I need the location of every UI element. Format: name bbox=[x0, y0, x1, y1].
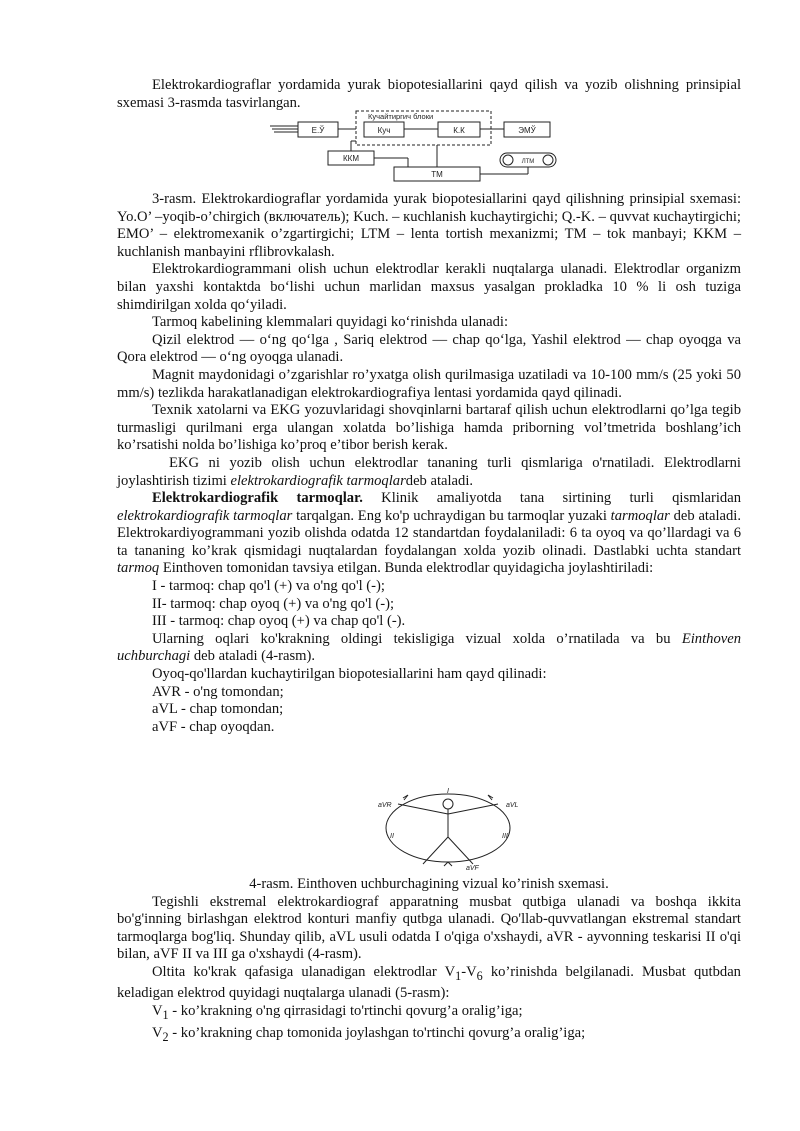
augmented-lead-item: aVL - chap tomondan; bbox=[152, 701, 284, 718]
lead-item: II- tarmoq: chap oyoq (+) va o'ng qo'l (-); bbox=[152, 595, 395, 612]
paragraph-leads: Elektrokardiografik tarmoqlar. Klinik amaliyotda tana sirtining turli qismlaridan elektrokardiografik tarmoqlar tarqalgan. Eng ko'p uchraydigan bu tarmoqlar yuzaki tarmoqlar deb ataladi. Elektrokardiyogrammani yozib olishda odatda 12 standartdan foydalaniladi: 6 ta oyoq va qo’llardagi va 6 ta tananing ko’krak qismidagi nuqtalardan foydalangan xolda yozib olinadi. Dastlabki uchta standart tarmoq Einthoven tomonidan tavsiya etilgan. Bunda elektrodlar quyidagicha joylashtiriladi: bbox=[117, 490, 741, 577]
lead-iii-label: III bbox=[502, 833, 508, 840]
kkm-label: ККМ bbox=[343, 154, 359, 163]
paragraph-extremal: Tegishli ekstremal elektrokardiograf apparatning musbat qutbiga ulanadi va boshqa ikkita bo'g'inning birlashgan elektrod konturi manfiy qutbga ulanadi. Qo'llab-quvvatlangan ekstremal standart tarmoqlarga bog'liq. Shunday qilib, aVL usuli odatda I o'qiga o'xshaydi, aVR - ayvonning teskarisi II o'qi bilan, aVF II va III ga o'xshaydi (4-rasm). bbox=[117, 893, 741, 963]
figure-4-einthoven-diagram bbox=[368, 782, 528, 872]
switch-label: Е.Ў bbox=[311, 126, 325, 135]
lead-i-label: I bbox=[447, 788, 449, 795]
chest-lead-item: $V_2$ - ko’krakning chap tomonida joylashgan to'rtinchi qovurg’a oralig’iga; bbox=[152, 1024, 586, 1044]
paragraph-chest-electrodes: Oltita ko'krak qafasiga ulanadigan elektrodlar $V_1-V_6$ ko’rinishda belgilanadi. Musbat qutbdan keladigan elektrod quyidagi nuqtalarga ulanadi (5-rasm): bbox=[117, 963, 741, 1002]
paragraph-ekg-placement: EKG ni yozib olish uchun elektrodlar tananing turli qismlariga o'rnatiladi. Elektrodlarni joylashtirish tizimi elektrokardiografik tarmoqlardeb ataladi. bbox=[117, 454, 741, 489]
avl-label: aVL bbox=[506, 802, 519, 809]
figure-4-caption: 4-rasm. Einthoven uchburchagining vizual ko’rinish sxemasi. bbox=[249, 876, 609, 892]
augmented-lead-item: aVF - chap oyoqdan. bbox=[152, 718, 275, 735]
paragraph-cable: Tarmoq kabelining klemmalari quyidagi ko‘rinishda ulanadi: bbox=[152, 314, 509, 331]
tm-label: ТМ bbox=[431, 170, 443, 179]
figure-3-caption: 3-rasm. Elektrokardiograflar yordamida yurak biopotesiallarini qayd qilishning prinsipial sxemasi: Yo.O’ –yoqib-o’chirgich (включатель); Kuch. – кuchlanish kuchaytirgichi; Q.-K. – quvvat кuchaytirgichi; EMO’ – elektromexanik o’zgartirgichi; LTM – lenta tortish mexanizmi; TM – tok manbayi; KKM – kuchlanish manbayini rflibrovkalash. bbox=[117, 191, 741, 260]
kk-label: К.К bbox=[453, 126, 465, 135]
paragraph-technical: Texnik xatolarni va EKG yozuvlaridagi shovqinlarni bartaraf qilish uchun elektrodlarni qo’lga tegib turmasligi qurilmani erga ulangan xolatda bo’lishiga hamda priborning vol’tmetrida boshlang’ich ko’rsatishi nolda bo’lishiga ko’proq e’tibor berish kerak. bbox=[117, 402, 741, 454]
emo-label: ЭМЎ bbox=[518, 126, 536, 135]
paragraph-colors: Qizil elektrod — o‘ng qo‘lga , Sariq elektrod — chap qo‘lga, Yashil elektrod — chap oyoqga va Qora elektrod — o‘ng oyoqga ulanadi. bbox=[117, 331, 741, 366]
lead-ii-label: II bbox=[390, 833, 394, 840]
avf-label: aVF bbox=[466, 865, 479, 872]
augmented-lead-item: AVR - o'ng tomondan; bbox=[152, 683, 284, 700]
person-head-icon bbox=[443, 799, 453, 809]
avr-label: aVR bbox=[378, 802, 392, 809]
amplifier-block-title: Кучайтиргич блоки bbox=[368, 112, 434, 121]
paragraph-augmented: Oyoq-qo'llardan kuchaytirilgan biopotesiallarini ham qayd qilinadi: bbox=[152, 666, 547, 683]
lead-item: III - tarmoq: chap oyoq (+) va chap qo'l (-). bbox=[152, 613, 406, 630]
figure-3-block-diagram bbox=[268, 109, 568, 183]
paragraph-intro: Elektrokardiograflar yordamida yurak biopotesiallarini qayd qilish va yozib olishning prinsipial sxemasi 3-rasmda tasvirlangan. bbox=[117, 77, 741, 111]
lead-item: I - tarmoq: chap qo'l (+) va o'ng qo'l (-); bbox=[152, 578, 385, 595]
paragraph-einthoven: Ularning oqlari ko'krakning oldingi tekisligiga vizual xolda o’rnatilada va bu Einthoven uchburchagi deb ataladi (4-rasm). bbox=[117, 630, 741, 665]
paragraph-electrodes: Elektrokardiogrammani olish uchun elektrodlar kerakli nuqtalarga ulanadi. Elektrodlar organizm bilan yaxshi kontaktda bo‘lishi uchun marlidan maxsus yasalgan prokladka 10 % li osh tuziga shimdirilgan xolda qo‘yiladi. bbox=[117, 261, 741, 313]
kuch-label: Куч bbox=[377, 126, 391, 135]
paragraph-magnetic: Magnit maydonidagi o’zgarishlar ro’yxatga olish qurilmasiga uzatiladi va 10-100 mm/s (25 yoki 50 mm/s) tezlikda harakatlanadigan elektrokardiografiya lentasi yordamida qayd qilinadi. bbox=[117, 366, 741, 401]
ltm-label: ЛТМ bbox=[521, 159, 535, 165]
chest-lead-item: $V_1$ - ko’krakning o'ng qirrasidagi to'rtinchi qovurg’a oralig’iga; bbox=[152, 1003, 523, 1022]
